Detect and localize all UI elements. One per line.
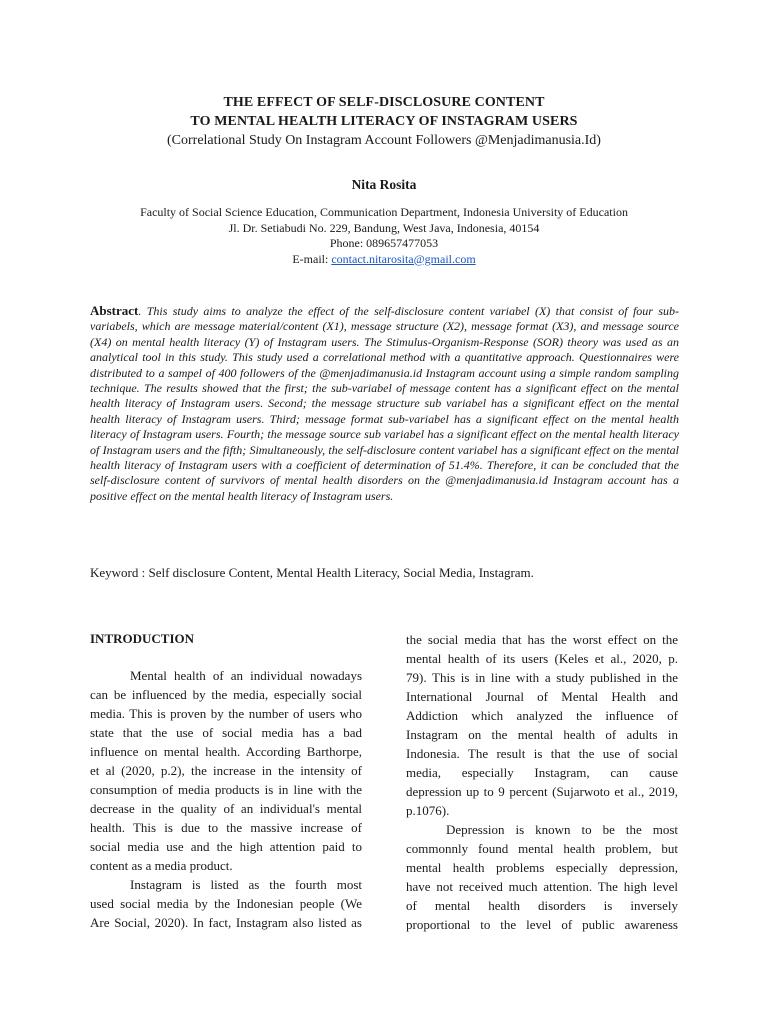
text-line: International Journal of Mental Health and — [406, 689, 678, 704]
text-line: influence on mental health. According Barthorpe, — [90, 744, 362, 759]
left-column — [90, 630, 362, 932]
text-line: decrease in the quality of an individual's mental — [90, 801, 362, 816]
paper-title-line-2: TO MENTAL HEALTH LITERACY OF INSTAGRAM USERS — [190, 114, 578, 129]
text-line: mental health of its users (Keles et al., 2020, p. — [406, 651, 678, 666]
text-line: Indonesia. The result is that the use of social — [406, 746, 678, 761]
abstract-label: Abstract — [90, 303, 139, 318]
author-name: Nita Rosita — [351, 177, 417, 192]
email-label: E-mail: — [292, 251, 332, 266]
intro-paragraph-3 — [406, 820, 678, 934]
email-link[interactable]: contact.nitarosita@gmail.com — [331, 251, 476, 266]
text-line: depression up to 9 percent (Sujarwoto et al., 2019, — [406, 784, 678, 799]
text-line: proportional to the level of public awareness — [406, 917, 678, 932]
affiliation-faculty: Faculty of Social Science Education, Communication Department, Indonesia University of Education — [140, 205, 628, 219]
text-line: can be influenced by the media, especially social — [90, 687, 362, 702]
text-line: et al (2020, p.2), the increase in the intensity of — [90, 763, 362, 778]
intro-paragraph-2-continued — [406, 630, 678, 820]
text-line: media, especially Instagram, can cause — [406, 765, 678, 780]
paper-title-line-1: THE EFFECT OF SELF-DISCLOSURE CONTENT — [223, 95, 545, 110]
text-line: p.1076). — [406, 803, 450, 818]
text-line: media. This is proven by the number of users who — [90, 706, 362, 721]
text-line: commonnly found mental health problem, but — [406, 841, 678, 856]
right-column — [406, 630, 678, 934]
keywords: Keyword : Self disclosure Content, Mental Health Literacy, Social Media, Instagram. — [90, 565, 534, 580]
affiliation-address: Jl. Dr. Setiabudi No. 229, Bandung, West Java, Indonesia, 40154 — [228, 220, 540, 235]
text-line: Are Social, 2020). In fact, Instagram also listed as — [90, 915, 362, 930]
intro-paragraph-1 — [90, 666, 362, 875]
affiliation-email-row — [0, 252, 768, 268]
text-line: state that the use of social media has a bad — [90, 725, 362, 740]
text-line: social media use and the high attention paid to — [90, 839, 362, 854]
text-line: Mental health of an individual nowadays — [130, 668, 362, 683]
text-line: the social media that has the worst effect on the — [406, 632, 678, 647]
text-line: used social media by the Indonesian people (We — [90, 896, 362, 911]
text-line: consumption of media products is in line with the — [90, 782, 362, 797]
text-line: Addiction which analyzed the influence of — [406, 708, 678, 723]
text-line: 79). This is in line with a study published in the — [406, 670, 678, 685]
text-line: mental health problems especially depression, — [406, 860, 678, 875]
text-line: Instagram on the mental health of adults in — [406, 727, 678, 742]
abstract-text: . This study aims to analyze the effect of the self-disclosure content variabel (X) that consist of four sub-variabels, which are message material/content (X1), message structure (X2), message format (X3), and message source (X4) on mental health literacy (Y) of Instagram users. The Stimulus-Organism-Response (SOR) theory was used as an analytical tool in this study. This study used a correlational method with a quantitative approach. Questionnaires were distributed to a sampel of 400 followers of the @menjadimanusia.id Instagram account using a simple random sampling technique. The results showed that the first; the sub-variabel of message content has a significant effect on the mental health literacy of Instagram users. Second; the message structure sub variabel has a significant effect on the mental health literacy of Instagram users. Third; message format sub-variabel has a significant effect on the mental health literacy of Instagram users. Fourth; the message source sub variabel has a significant effect on the mental health literacy of Instagram users and the fifth; Simultaneously, the self-disclosure content variabel has a significant effect on the mental health literacy of Instagram users with a coefficient of determination of 51.4%. Therefore, it can be concluded that the self-disclosure content of survivors of mental health disorders on the @menjadimanusia.id Instagram account has a positive effect on the mental health literacy of Instagram users. — [90, 304, 679, 503]
text-line: of mental health disorders is inversely — [406, 898, 678, 913]
author-affiliation — [0, 205, 768, 267]
intro-paragraph-2 — [90, 875, 362, 932]
abstract — [90, 303, 679, 504]
affiliation-phone: Phone: 089657477053 — [329, 236, 439, 250]
text-line: health. This is due to the massive increase of — [90, 820, 362, 835]
text-line: have not received much attention. The high level — [406, 879, 678, 894]
introduction-heading: INTRODUCTION — [90, 631, 195, 646]
text-line: Depression is known to be the most — [446, 822, 678, 837]
paper-title-block — [0, 93, 768, 150]
paper-subtitle: (Correlational Study On Instagram Account Followers @Menjadimanusia.Id) — [167, 133, 601, 148]
text-line: content as a media product. — [90, 858, 233, 873]
text-line: Instagram is listed as the fourth most — [130, 877, 362, 892]
